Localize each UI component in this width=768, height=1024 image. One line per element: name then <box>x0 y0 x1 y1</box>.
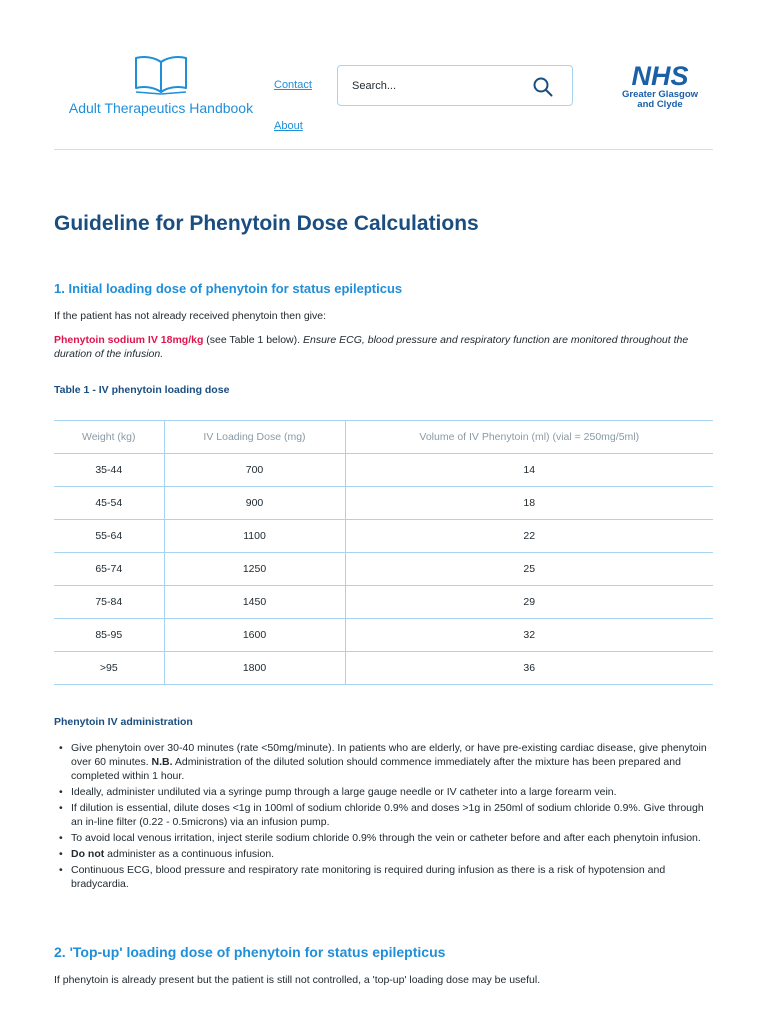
loading-dose-table <box>54 420 713 685</box>
list-item: • Continuous ECG, blood pressure and respiratory rate monitoring is required during infusion as there is a risk of hypotension and bradycardia. <box>54 863 714 891</box>
cell-weight: >95 <box>54 652 164 685</box>
column-header-weight: Weight (kg) <box>54 421 164 454</box>
cell-volume: 18 <box>345 487 713 520</box>
cell-dose: 1800 <box>164 652 345 685</box>
search-box <box>337 65 573 106</box>
table-row <box>54 652 713 685</box>
table-caption: Table 1 - IV phenytoin loading dose <box>54 384 230 396</box>
table-row <box>54 553 713 586</box>
section-2-intro: If phenytoin is already present but the patient is still not controlled, a 'top-up' loading dose may be useful. <box>54 974 541 986</box>
nhs-wordmark <box>624 60 696 90</box>
section-1-intro: If the patient has not already received phenytoin then give: <box>54 310 327 322</box>
search-input[interactable] <box>352 77 512 95</box>
dose-monitoring-note: Ensure ECG, blood pressure and respiratory function are monitored throughout the duration of the infusion. <box>54 334 689 360</box>
list-item: • Give phenytoin over 30-40 minutes (rate <50mg/minute). In patients who are elderly, or have pre-existing cardiac disease, give phenytoin over 60 minutes. N.B. Administration of the diluted solution should commence immediately after the mixture has been prepared and completed within 1 hour. <box>54 741 714 783</box>
section-2-heading: 2. 'Top-up' loading dose of phenytoin for status epilepticus <box>54 944 446 960</box>
cell-dose: 1100 <box>164 520 345 553</box>
book-icon <box>132 52 190 96</box>
list-item: • If dilution is essential, dilute doses <1g in 100ml of sodium chloride 0.9% and doses >1g in 250ml of sodium chloride 0.9%. Give through an in-line filter (0.22 - 0.5microns) via an infusion pump. <box>54 801 714 829</box>
site-title[interactable]: Adult Therapeutics Handbook <box>68 100 254 116</box>
cell-volume: 36 <box>345 652 713 685</box>
cell-dose: 900 <box>164 487 345 520</box>
search-icon[interactable] <box>532 76 554 98</box>
nav-contact-link[interactable]: Contact <box>274 79 312 91</box>
table-row <box>54 487 713 520</box>
page-title: Guideline for Phenytoin Dose Calculations <box>54 212 479 235</box>
administration-list <box>54 741 714 893</box>
cell-volume: 14 <box>345 454 713 487</box>
dose-highlight: Phenytoin sodium IV 18mg/kg <box>54 334 204 346</box>
cell-dose: 1450 <box>164 586 345 619</box>
table-row <box>54 454 713 487</box>
nhs-board-line1: Greater Glasgow <box>621 89 699 100</box>
cell-dose: 1250 <box>164 553 345 586</box>
table-row <box>54 520 713 553</box>
svg-text:NHS: NHS <box>631 61 689 90</box>
list-item: • Ideally, administer undiluted via a syringe pump through a large gauge needle or IV catheter into a large forearm vein. <box>54 785 714 799</box>
cell-volume: 32 <box>345 619 713 652</box>
header-divider <box>54 149 713 150</box>
cell-dose: 1600 <box>164 619 345 652</box>
administration-heading: Phenytoin IV administration <box>54 716 193 728</box>
cell-weight: 55-64 <box>54 520 164 553</box>
cell-weight: 85-95 <box>54 619 164 652</box>
cell-dose: 700 <box>164 454 345 487</box>
nhs-logo[interactable] <box>614 60 706 110</box>
cell-volume: 22 <box>345 520 713 553</box>
table-row <box>54 586 713 619</box>
table-header-row <box>54 421 713 454</box>
cell-weight: 45-54 <box>54 487 164 520</box>
list-item: • To avoid local venous irritation, inject sterile sodium chloride 0.9% through the vein or catheter before and after each phenytoin infusion. <box>54 831 714 845</box>
site-logo[interactable] <box>56 52 266 116</box>
list-item: • Do not administer as a continuous infusion. <box>54 847 714 861</box>
section-1-heading: 1. Initial loading dose of phenytoin for status epilepticus <box>54 281 403 296</box>
dose-instruction <box>54 333 714 361</box>
nhs-board-line2: and Clyde <box>637 99 683 110</box>
nav-about-link[interactable]: About <box>274 120 303 132</box>
cell-weight: 35-44 <box>54 454 164 487</box>
cell-weight: 75-84 <box>54 586 164 619</box>
cell-weight: 65-74 <box>54 553 164 586</box>
table-row <box>54 619 713 652</box>
site-header <box>0 0 768 150</box>
column-header-volume: Volume of IV Phenytoin (ml) (vial = 250mg/5ml) <box>345 421 713 454</box>
cell-volume: 25 <box>345 553 713 586</box>
column-header-dose: IV Loading Dose (mg) <box>164 421 345 454</box>
dose-reference: (see Table 1 below). <box>203 334 303 346</box>
cell-volume: 29 <box>345 586 713 619</box>
